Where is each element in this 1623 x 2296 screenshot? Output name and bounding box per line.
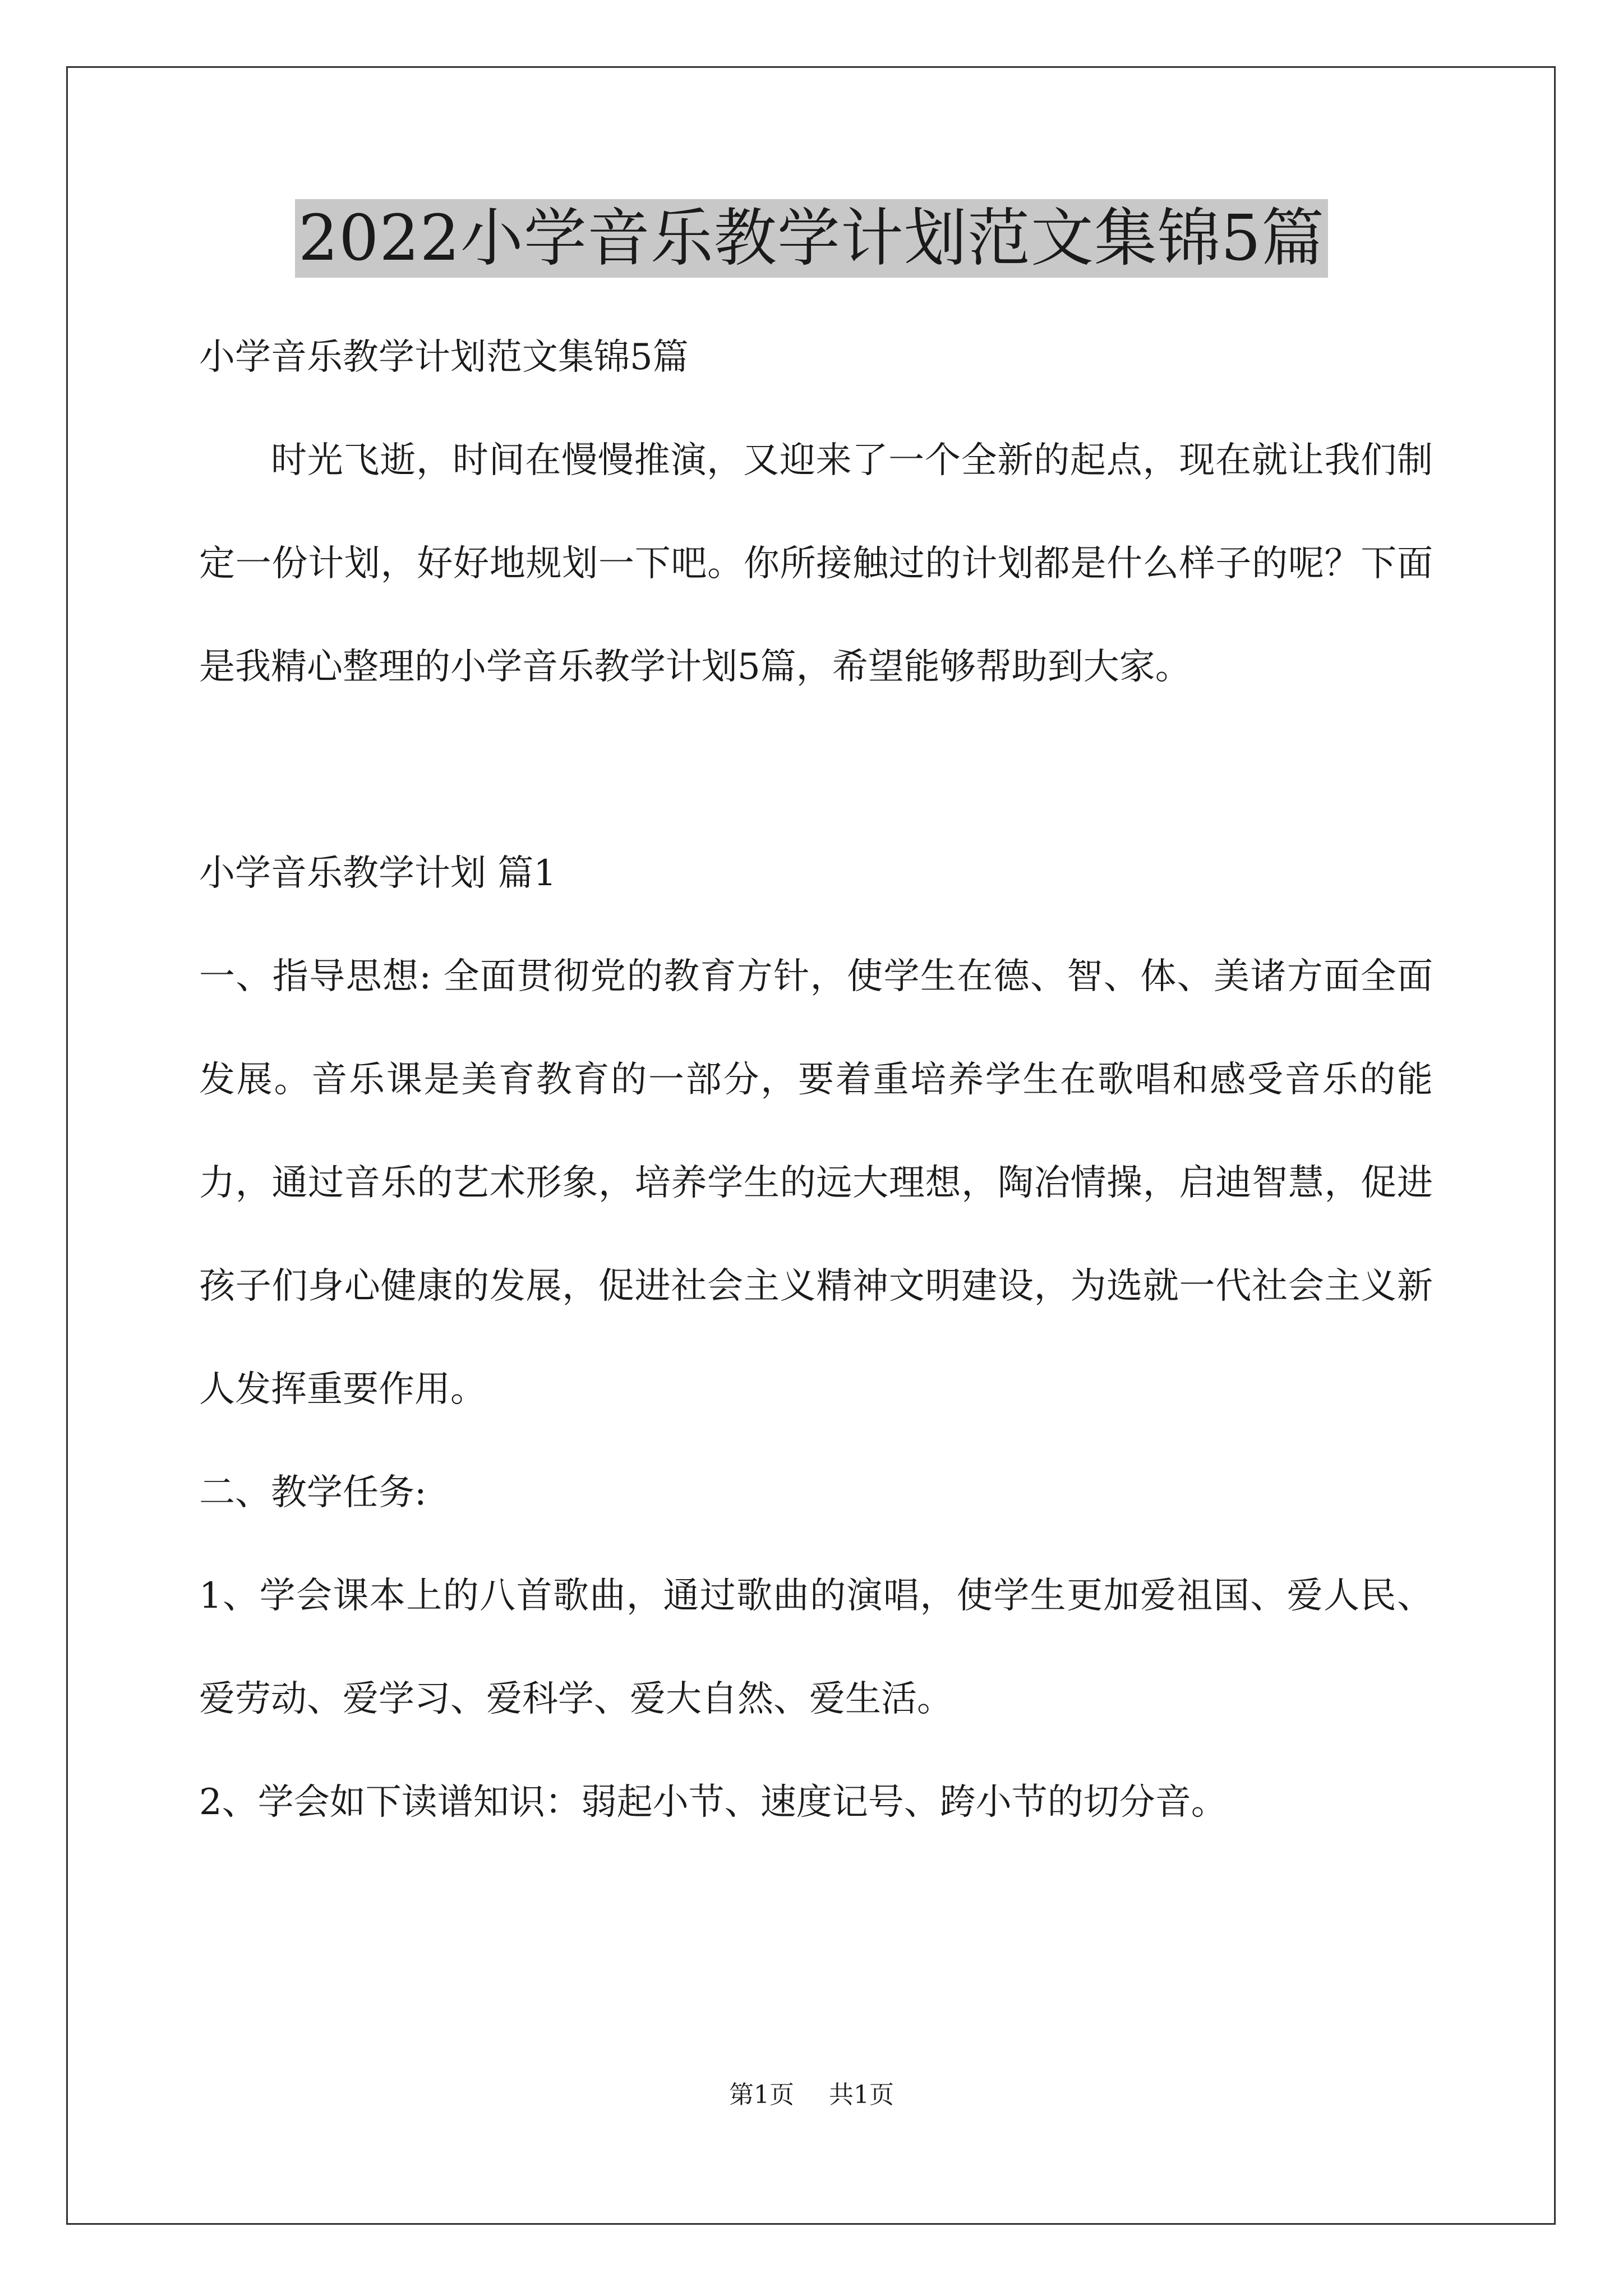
document-body — [199, 306, 1433, 1854]
intro-paragraph: 时光飞逝，时间在慢慢推演，又迎来了一个全新的起点，现在就让我们制定一份计划，好好地规划一下吧。你所接触过的计划都是什么样子的呢？下面是我精心整理的小学音乐教学计划5篇，希望能够帮助到大家。 — [199, 440, 1433, 688]
page-total: 共1页 — [829, 2081, 894, 2109]
task-item-2: 2、学会如下读谱知识：弱起小节、速度记号、跨小节的切分音。 — [199, 1782, 1227, 1823]
page-number: 第1页 — [729, 2081, 794, 2109]
guiding-thought-paragraph: 一、指导思想: 全面贯彻党的教育方针，使学生在德、智、体、美诸方面全面发展。音乐课是美育教育的一部分，要着重培养学生在歌唱和感受音乐的能力，通过音乐的艺术形象，培养学生的远大理想，陶冶情操，启迪智慧，促进孩子们身心健康的发展，促进社会主义精神文明建设，为选就一代社会主义新人发挥重要作用。 — [199, 956, 1433, 1410]
title-container — [0, 199, 1623, 278]
tasks-heading: 二、教学任务: — [199, 1472, 427, 1513]
page-footer — [0, 2078, 1623, 2112]
document-title: 2022小学音乐教学计划范文集锦5篇 — [295, 199, 1328, 278]
task-item-1: 1、学会课本上的八首歌曲，通过歌曲的演唱，使学生更加爱祖国、爱人民、爱劳动、爱学习、爱科学、爱大自然、爱生活。 — [199, 1575, 1433, 1720]
blank-line — [199, 719, 1433, 822]
document-subtitle: 小学音乐教学计划范文集锦5篇 — [199, 337, 689, 378]
section-heading: 小学音乐教学计划 篇1 — [199, 853, 557, 894]
